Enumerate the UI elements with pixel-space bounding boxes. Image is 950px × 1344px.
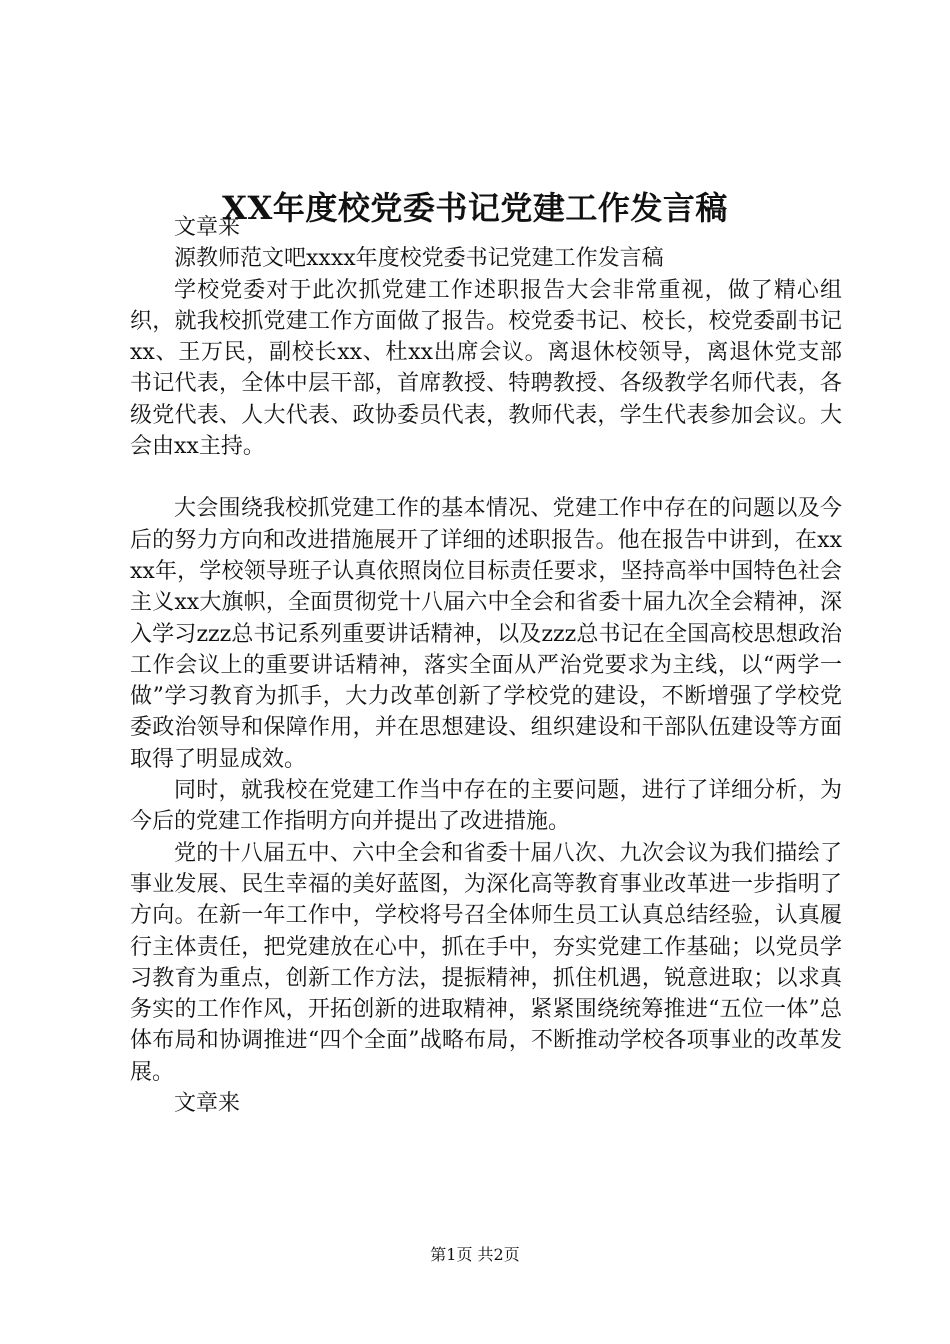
document-title: XX年度校党委书记党建工作发言稿 — [222, 189, 728, 227]
paragraph-meeting-intro: 学校党委对于此次抓党建工作述职报告大会非常重视，做了精心组织，就我校抓党建工作方面做了报告。校党委书记、校长，校党委副书记xx、王万民，副校长xx、杜xx出席会议。离退休校领导，离退休党支部书记代表，全体中层干部，首席教授、特聘教授、各级教学名师代表，各级党代表、人大代表、政协委员代表，教师代表，学生代表参加会议。大会由xx主持。 — [130, 277, 842, 460]
paragraph-spacer — [130, 462, 842, 493]
page-number-footer: 第1页 共2页 — [430, 1245, 520, 1264]
paragraph-source-line-end: 文章来 — [174, 1091, 241, 1117]
paragraph-problem-analysis: 同时，就我校在党建工作当中存在的主要问题，进行了详细分析，为今后的党建工作指明方向并提出了改进措施。 — [130, 778, 842, 835]
document-body — [130, 212, 842, 1119]
paragraph-source-line-1: 文章来 — [174, 215, 241, 240]
paragraph-report-content: 大会围绕我校抓党建工作的基本情况、党建工作中存在的问题以及今后的努力方向和改进措施展开了详细的述职报告。他在报告中讲到，在xxxx年，学校领导班子认真依照岗位目标责任要求，坚持高举中国特色社会主义xx大旗帜，全面贯彻党十八届六中全会和省委十届九次全会精神，深入学习zzz总书记系列重要讲话精神，以及zzz总书记在全国高校思想政治工作会议上的重要讲话精神，落实全面从严治党要求为主线，以“两学一做”学习教育为抓手，大力改革创新了学校党的建设，不断增强了学校党委政治领导和保障作用，并在思想建设、组织建设和干部队伍建设等方面取得了明显成效。 — [130, 496, 842, 772]
paragraph-source-line-2: 源教师范文吧xxxx年度校党委书记党建工作发言稿 — [174, 246, 664, 272]
paragraph-future-plan: 党的十八届五中、六中全会和省委十届八次、九次会议为我们描绘了事业发展、民生幸福的美好蓝图，为深化高等教育事业改革进一步指明了方向。在新一年工作中，学校将号召全体师生员工认真总结经验，认真履行主体责任，把党建放在心中，抓在手中，夯实党建工作基础；以党员学习教育为重点，创新工作方法，提振精神，抓住机遇，锐意进取；以求真务实的工作作风，开拓创新的进取精神，紧紧围绕统筹推进“五位一体”总体布局和协调推进“四个全面”战略布局，不断推动学校各项事业的改革发展。 — [130, 840, 842, 1085]
